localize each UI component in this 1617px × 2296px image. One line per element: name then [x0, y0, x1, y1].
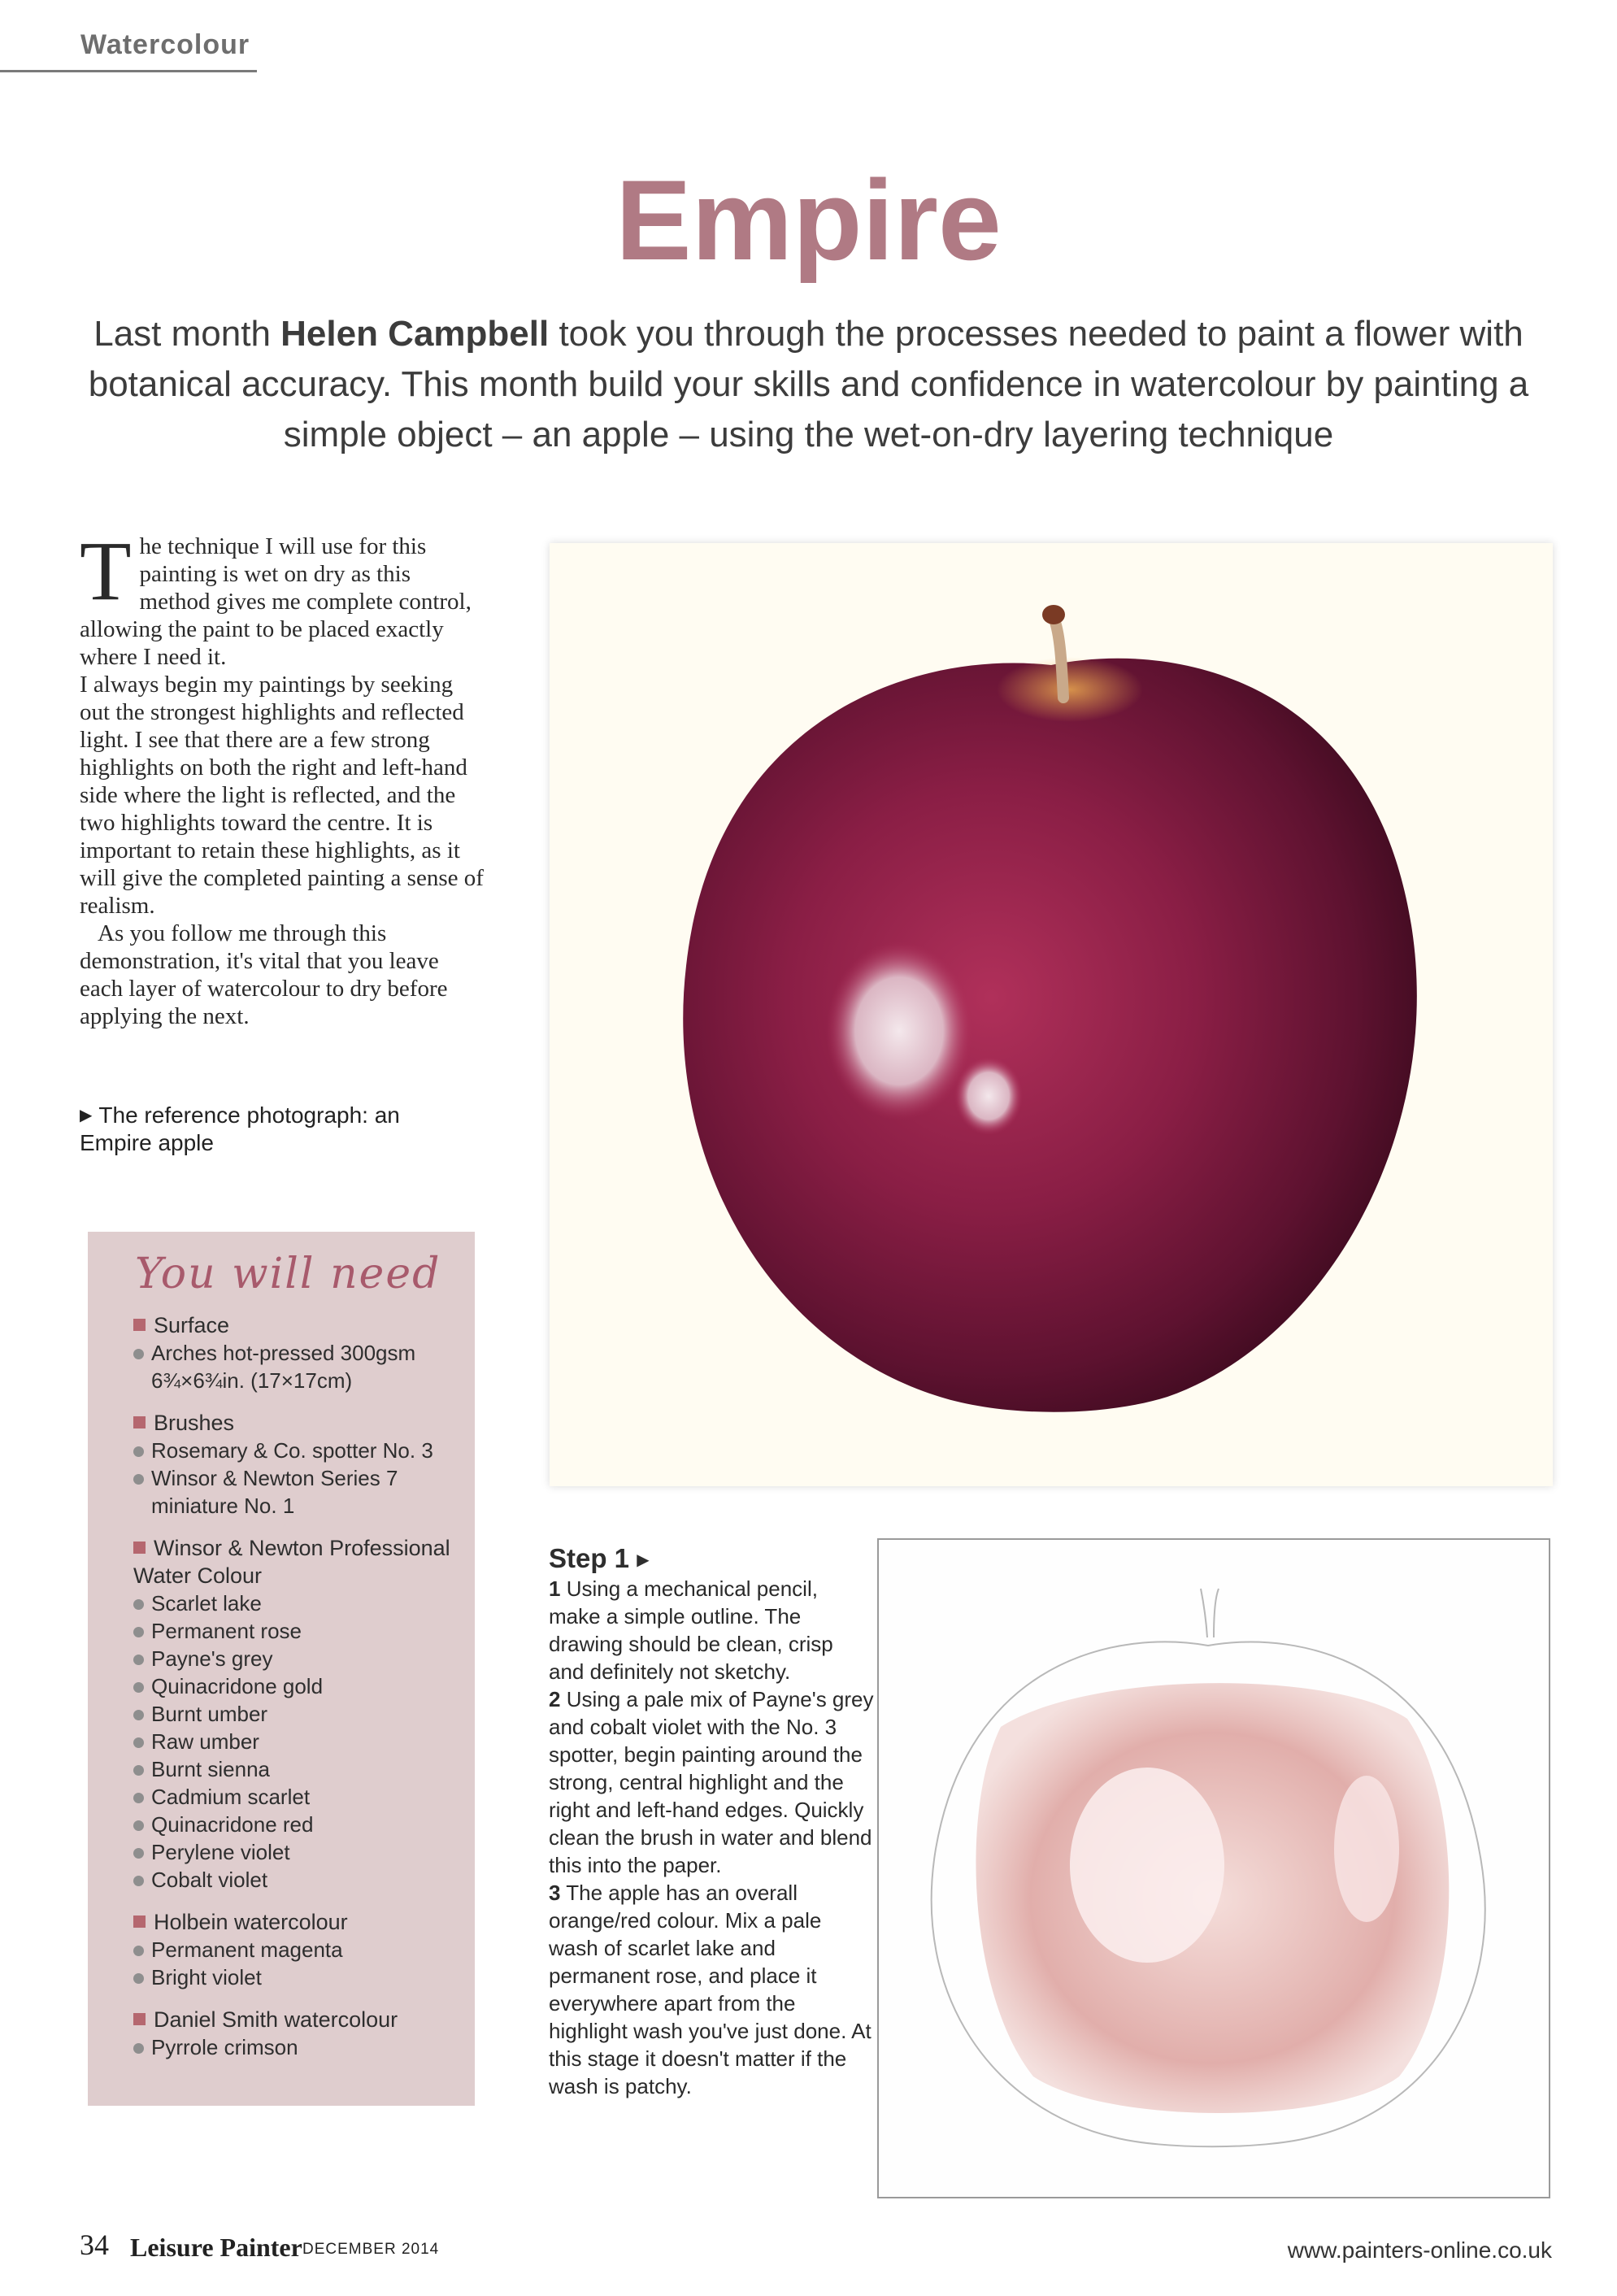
materials-group — [133, 2006, 467, 2061]
materials-item-text: Cobalt violet — [151, 1868, 268, 1892]
materials-item-text: Rosemary & Co. spotter No. 3 — [151, 1438, 433, 1463]
materials-group-heading — [133, 1534, 467, 1589]
photo-caption — [80, 1102, 421, 1156]
dot-bullet-icon — [133, 1793, 144, 1803]
materials-group-heading — [133, 2006, 467, 2033]
issue-date: DECEMBER 2014 — [302, 2241, 440, 2258]
materials-item-text: Cadmium scarlet — [151, 1785, 311, 1809]
caption-arrow-icon: ▶ — [80, 1107, 93, 1124]
step-1-instruction-3: The apple has an overall orange/red colour. Mix a pale wash of scarlet lake and permanent rose, and place it everywhere apart from the highlight wash you've just done. At this stage it doesn't matter if the wash is patchy. — [549, 1881, 872, 2098]
apple-sketch-illustration — [879, 1540, 1549, 2197]
materials-list — [133, 1311, 467, 2076]
article-title: Empire — [615, 156, 1002, 284]
materials-item-text: Burnt sienna — [151, 1757, 270, 1781]
square-bullet-icon — [133, 1319, 146, 1331]
step-1-label: Step 1 — [549, 1543, 630, 1573]
materials-item-text: Quinacridone red — [151, 1812, 314, 1837]
materials-group-heading — [133, 1311, 467, 1339]
dot-bullet-icon — [133, 1349, 144, 1359]
materials-box — [88, 1232, 475, 2106]
dot-bullet-icon — [133, 1946, 144, 1956]
materials-group — [133, 1311, 467, 1394]
step-1-number-3: 3 — [549, 1881, 561, 1905]
dot-bullet-icon — [133, 1973, 144, 1984]
materials-group-heading — [133, 1409, 467, 1437]
materials-item-text: Bright violet — [151, 1965, 262, 1989]
materials-item-text: Arches hot-pressed 300gsm 6¾×6¾in. (17×17cm) — [151, 1341, 416, 1393]
materials-item — [133, 1866, 467, 1894]
step-1-heading — [549, 1543, 656, 1574]
materials-item — [133, 1963, 467, 1991]
materials-item — [133, 1936, 467, 1963]
section-tag: Watercolour — [80, 29, 250, 60]
materials-item — [133, 1672, 467, 1700]
materials-item — [133, 1617, 467, 1645]
step-1-instruction-1: Using a mechanical pencil, make a simple outline. The drawing should be clean, crisp and definitely not sketchy. — [549, 1576, 833, 1684]
materials-item — [133, 1339, 467, 1394]
dot-bullet-icon — [133, 1820, 144, 1831]
page-number: 34 — [80, 2229, 109, 2261]
dot-bullet-icon — [133, 1682, 144, 1693]
author-name: Helen Campbell — [280, 314, 550, 354]
step-1-instruction-2: Using a pale mix of Payne's grey and cobalt violet with the No. 3 spotter, begin painting around the strong, central highlight and the right and left-hand edges. Quickly clean the brush in water and blend this into the paper. — [549, 1687, 874, 1877]
magazine-name: Leisure Painter — [130, 2233, 302, 2262]
intro-paragraph-3: As you follow me through this demonstration, it's vital that you leave each layer of watercolour to dry before applying the next. — [80, 920, 448, 1029]
materials-item — [133, 1755, 467, 1783]
materials-group-heading — [133, 1908, 467, 1936]
step-1-number-1: 1 — [549, 1576, 561, 1601]
dot-bullet-icon — [133, 1848, 144, 1859]
materials-item-text: Pyrrole crimson — [151, 2035, 298, 2059]
dot-bullet-icon — [133, 1876, 144, 1886]
materials-item-text: Perylene violet — [151, 1840, 290, 1864]
materials-item — [133, 1589, 467, 1617]
standfirst-rest: took you through the processes needed to paint a flower with botanical accuracy. This month build your skills and confidence in watercolour by painting a simple object – an apple – using the wet-on-dry layering technique — [88, 314, 1529, 454]
intro-paragraph-2: I always begin my paintings by seeking out the strongest highlights and reflected light. I see that there are a few strong highlights on both the right and left-hand side where the light is reflected, and the two highlights toward the centre. It is important to retain these highlights, as it will give the completed painting a sense of realism. — [80, 672, 484, 919]
materials-item — [133, 1645, 467, 1672]
materials-item-text: Scarlet lake — [151, 1591, 262, 1615]
materials-item-text: Winsor & Newton Series 7 miniature No. 1 — [151, 1466, 398, 1518]
materials-item — [133, 1838, 467, 1866]
square-bullet-icon — [133, 2013, 146, 2025]
dot-bullet-icon — [133, 1599, 144, 1610]
dot-bullet-icon — [133, 1655, 144, 1665]
reference-photo — [550, 543, 1553, 1486]
materials-group-title: Daniel Smith watercolour — [154, 2007, 398, 2032]
dot-bullet-icon — [133, 1446, 144, 1457]
materials-item-text: Payne's grey — [151, 1646, 273, 1671]
dot-bullet-icon — [133, 1710, 144, 1720]
materials-item — [133, 1811, 467, 1838]
materials-group-title: Surface — [154, 1313, 230, 1337]
dot-bullet-icon — [133, 1627, 144, 1637]
dot-bullet-icon — [133, 2043, 144, 2054]
photo-caption-text: The reference photograph: an Empire apple — [80, 1102, 400, 1155]
standfirst-lead: Last month — [93, 314, 281, 354]
materials-item-text: Permanent rose — [151, 1619, 302, 1643]
step-arrow-icon: ▶ — [637, 1551, 650, 1569]
materials-item — [133, 1728, 467, 1755]
dot-bullet-icon — [133, 1474, 144, 1485]
section-rule — [0, 70, 257, 72]
materials-group-title: Holbein watercolour — [154, 1910, 348, 1934]
square-bullet-icon — [133, 1416, 146, 1428]
materials-group — [133, 1409, 467, 1520]
materials-group — [133, 1908, 467, 1991]
materials-item-text: Quinacridone gold — [151, 1674, 324, 1698]
materials-item — [133, 1437, 467, 1464]
materials-item-text: Burnt umber — [151, 1702, 268, 1726]
square-bullet-icon — [133, 1542, 146, 1554]
materials-item — [133, 2033, 467, 2061]
materials-title: You will need — [135, 1250, 441, 1298]
dot-bullet-icon — [133, 1765, 144, 1776]
intro-paragraph-1: he technique I will use for this painting is wet on dry as this method gives me complete control, allowing the paint to be placed exactly where I need it. — [80, 533, 472, 670]
materials-item-text: Permanent magenta — [151, 1937, 343, 1962]
materials-item — [133, 1783, 467, 1811]
materials-item — [133, 1700, 467, 1728]
apple-photo-illustration — [550, 543, 1553, 1486]
materials-item — [133, 1464, 467, 1520]
materials-group-title: Winsor & Newton Professional Water Colour — [133, 1536, 450, 1588]
square-bullet-icon — [133, 1916, 146, 1928]
drop-cap: T — [80, 524, 132, 618]
dot-bullet-icon — [133, 1737, 144, 1748]
website-url: www.painters-online.co.uk — [1287, 2237, 1552, 2263]
intro-text — [80, 524, 486, 1030]
materials-group — [133, 1534, 467, 1894]
step-1-painting — [877, 1538, 1550, 2198]
step-1-number-2: 2 — [549, 1687, 561, 1711]
materials-group-title: Brushes — [154, 1411, 235, 1435]
step-1-text — [549, 1575, 874, 2100]
materials-item-text: Raw umber — [151, 1729, 259, 1754]
standfirst — [81, 309, 1536, 460]
